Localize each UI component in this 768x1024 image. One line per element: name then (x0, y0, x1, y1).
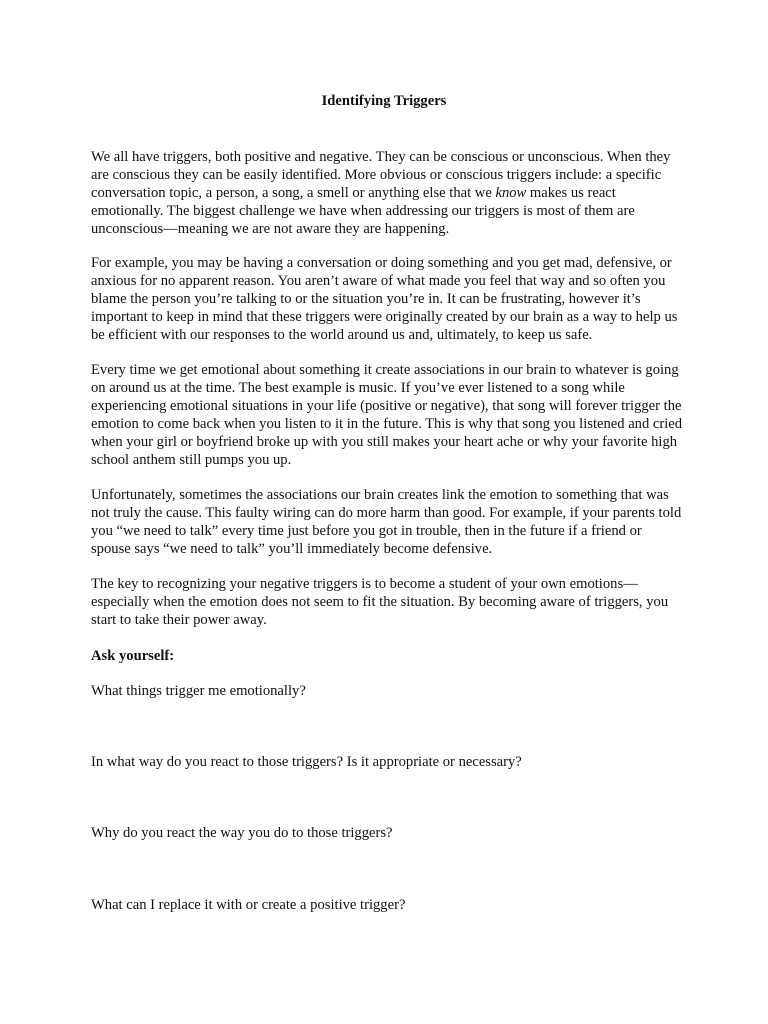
ask-yourself-heading: Ask yourself: (91, 648, 175, 664)
paragraph-intro-text-c: makes us react emotionally. The biggest challenge we have when addressing our triggers is most of them are unconscious—meaning we are not aware they are happening. (91, 185, 635, 237)
question-3: Why do you react the way you do to those triggers? (91, 825, 393, 841)
paragraph-key: The key to recognizing your negative triggers is to become a student of your own emotions—especially when the emotion does not seem to fit the situation. By becoming aware of triggers, you start to take their power away. (91, 576, 669, 628)
question-2: In what way do you react to those triggers? Is it appropriate or necessary? (91, 754, 522, 770)
document-title: Identifying Triggers (321, 93, 447, 109)
paragraph-intro (91, 148, 683, 238)
emphasis-know: know (495, 185, 527, 201)
question-1: What things trigger me emotionally? (91, 683, 306, 699)
paragraph-faulty-wiring: Unfortunately, sometimes the associations our brain creates link the emotion to something that was not truly the cause. This faulty wiring can do more harm than good. For example, if your parents told you “we need to talk” every time just before you got in trouble, then in the future if a friend or spouse says “we need to talk” you’ll immediately become defensive. (91, 487, 682, 557)
paragraph-associations: Every time we get emotional about something it create associations in our brain to whatever is going on around us at the time. The best example is music. If you’ve ever listened to a song while experiencing emotional situations in your life (positive or negative), that song will forever trigger the emotion to come back when you listen to it in the future. This is why that song you listened and cried when your girl or boyfriend broke up with you still makes your heart ache or why your favorite high school anthem still pumps you up. (91, 362, 683, 468)
paragraph-intro-text-a: We all have triggers, both positive and negative. They can be conscious or unconscious. When they are conscious they can be easily identified. More obvious or conscious triggers include: a specific conversation topic, a person, a song, a smell or anything else that we (91, 149, 671, 201)
question-4: What can I replace it with or create a positive trigger? (91, 897, 406, 913)
paragraph-example: For example, you may be having a conversation or doing something and you get mad, defensive, or anxious for no apparent reason. You aren’t aware of what made you feel that way and so often you blame the person you’re talking to or the situation you’re in. It can be frustrating, however it’s important to keep in mind that these triggers were originally created by our brain as a way to help us be efficient with our responses to the world around us and, ultimately, to keep us safe. (91, 255, 678, 343)
